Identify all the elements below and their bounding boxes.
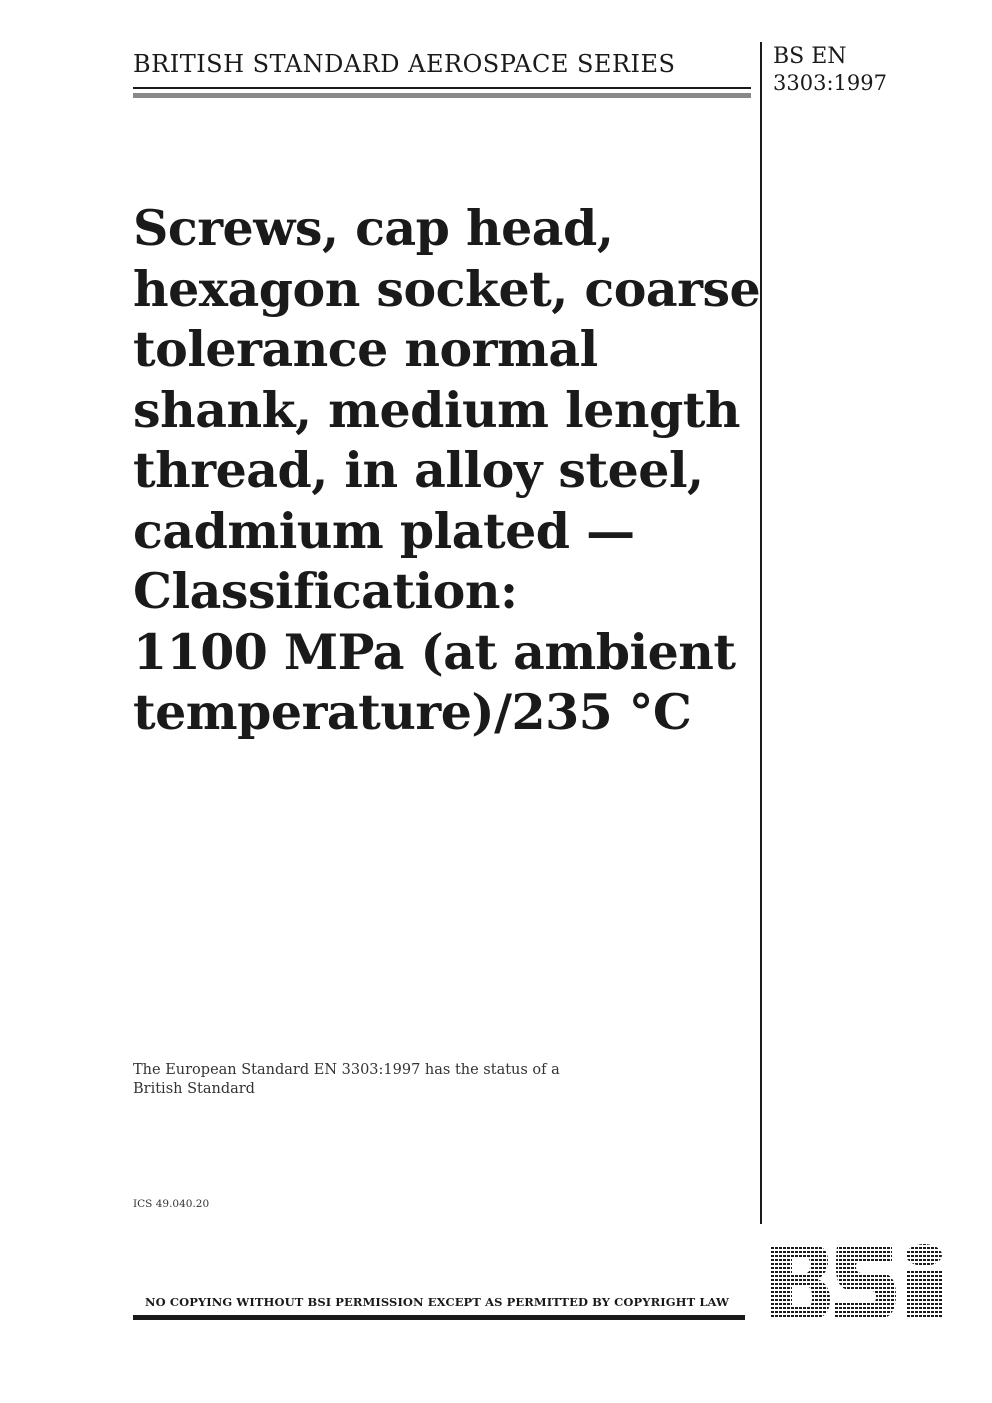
footer-rule [133,1315,745,1320]
header-rule-thick [133,93,751,98]
ics-code: ICS 49.040.20 [133,1198,210,1210]
document-title [133,198,761,743]
title-line: hexagon socket, coarse [133,259,761,318]
title-line: cadmium plated — [133,501,635,560]
standard-number-line2: 3303:1997 [773,71,887,95]
title-line: temperature)/235 °C [133,683,692,741]
standard-number [773,44,887,96]
title-line: thread, in alloy steel, [133,441,704,499]
title-line: Classification: [133,562,518,620]
title-line: shank, medium length [133,380,741,439]
title-line: tolerance normal [133,320,598,378]
status-line2: British Standard [133,1081,255,1097]
standard-number-line1: BS EN [773,44,847,69]
header-rule-thin [133,87,751,89]
status-statement [133,1061,560,1099]
bsi-logo [768,1243,946,1321]
title-line: Screws, cap head, [133,199,614,257]
series-title: BRITISH STANDARD AEROSPACE SERIES [133,50,676,78]
title-line: 1100 MPa (at ambient [133,622,736,681]
margin-divider [760,42,762,1224]
status-line1: The European Standard EN 3303:1997 has the status of a [133,1062,560,1078]
copyright-notice: NO COPYING WITHOUT BSI PERMISSION EXCEPT AS PERMITTED BY COPYRIGHT LAW [145,1295,730,1309]
